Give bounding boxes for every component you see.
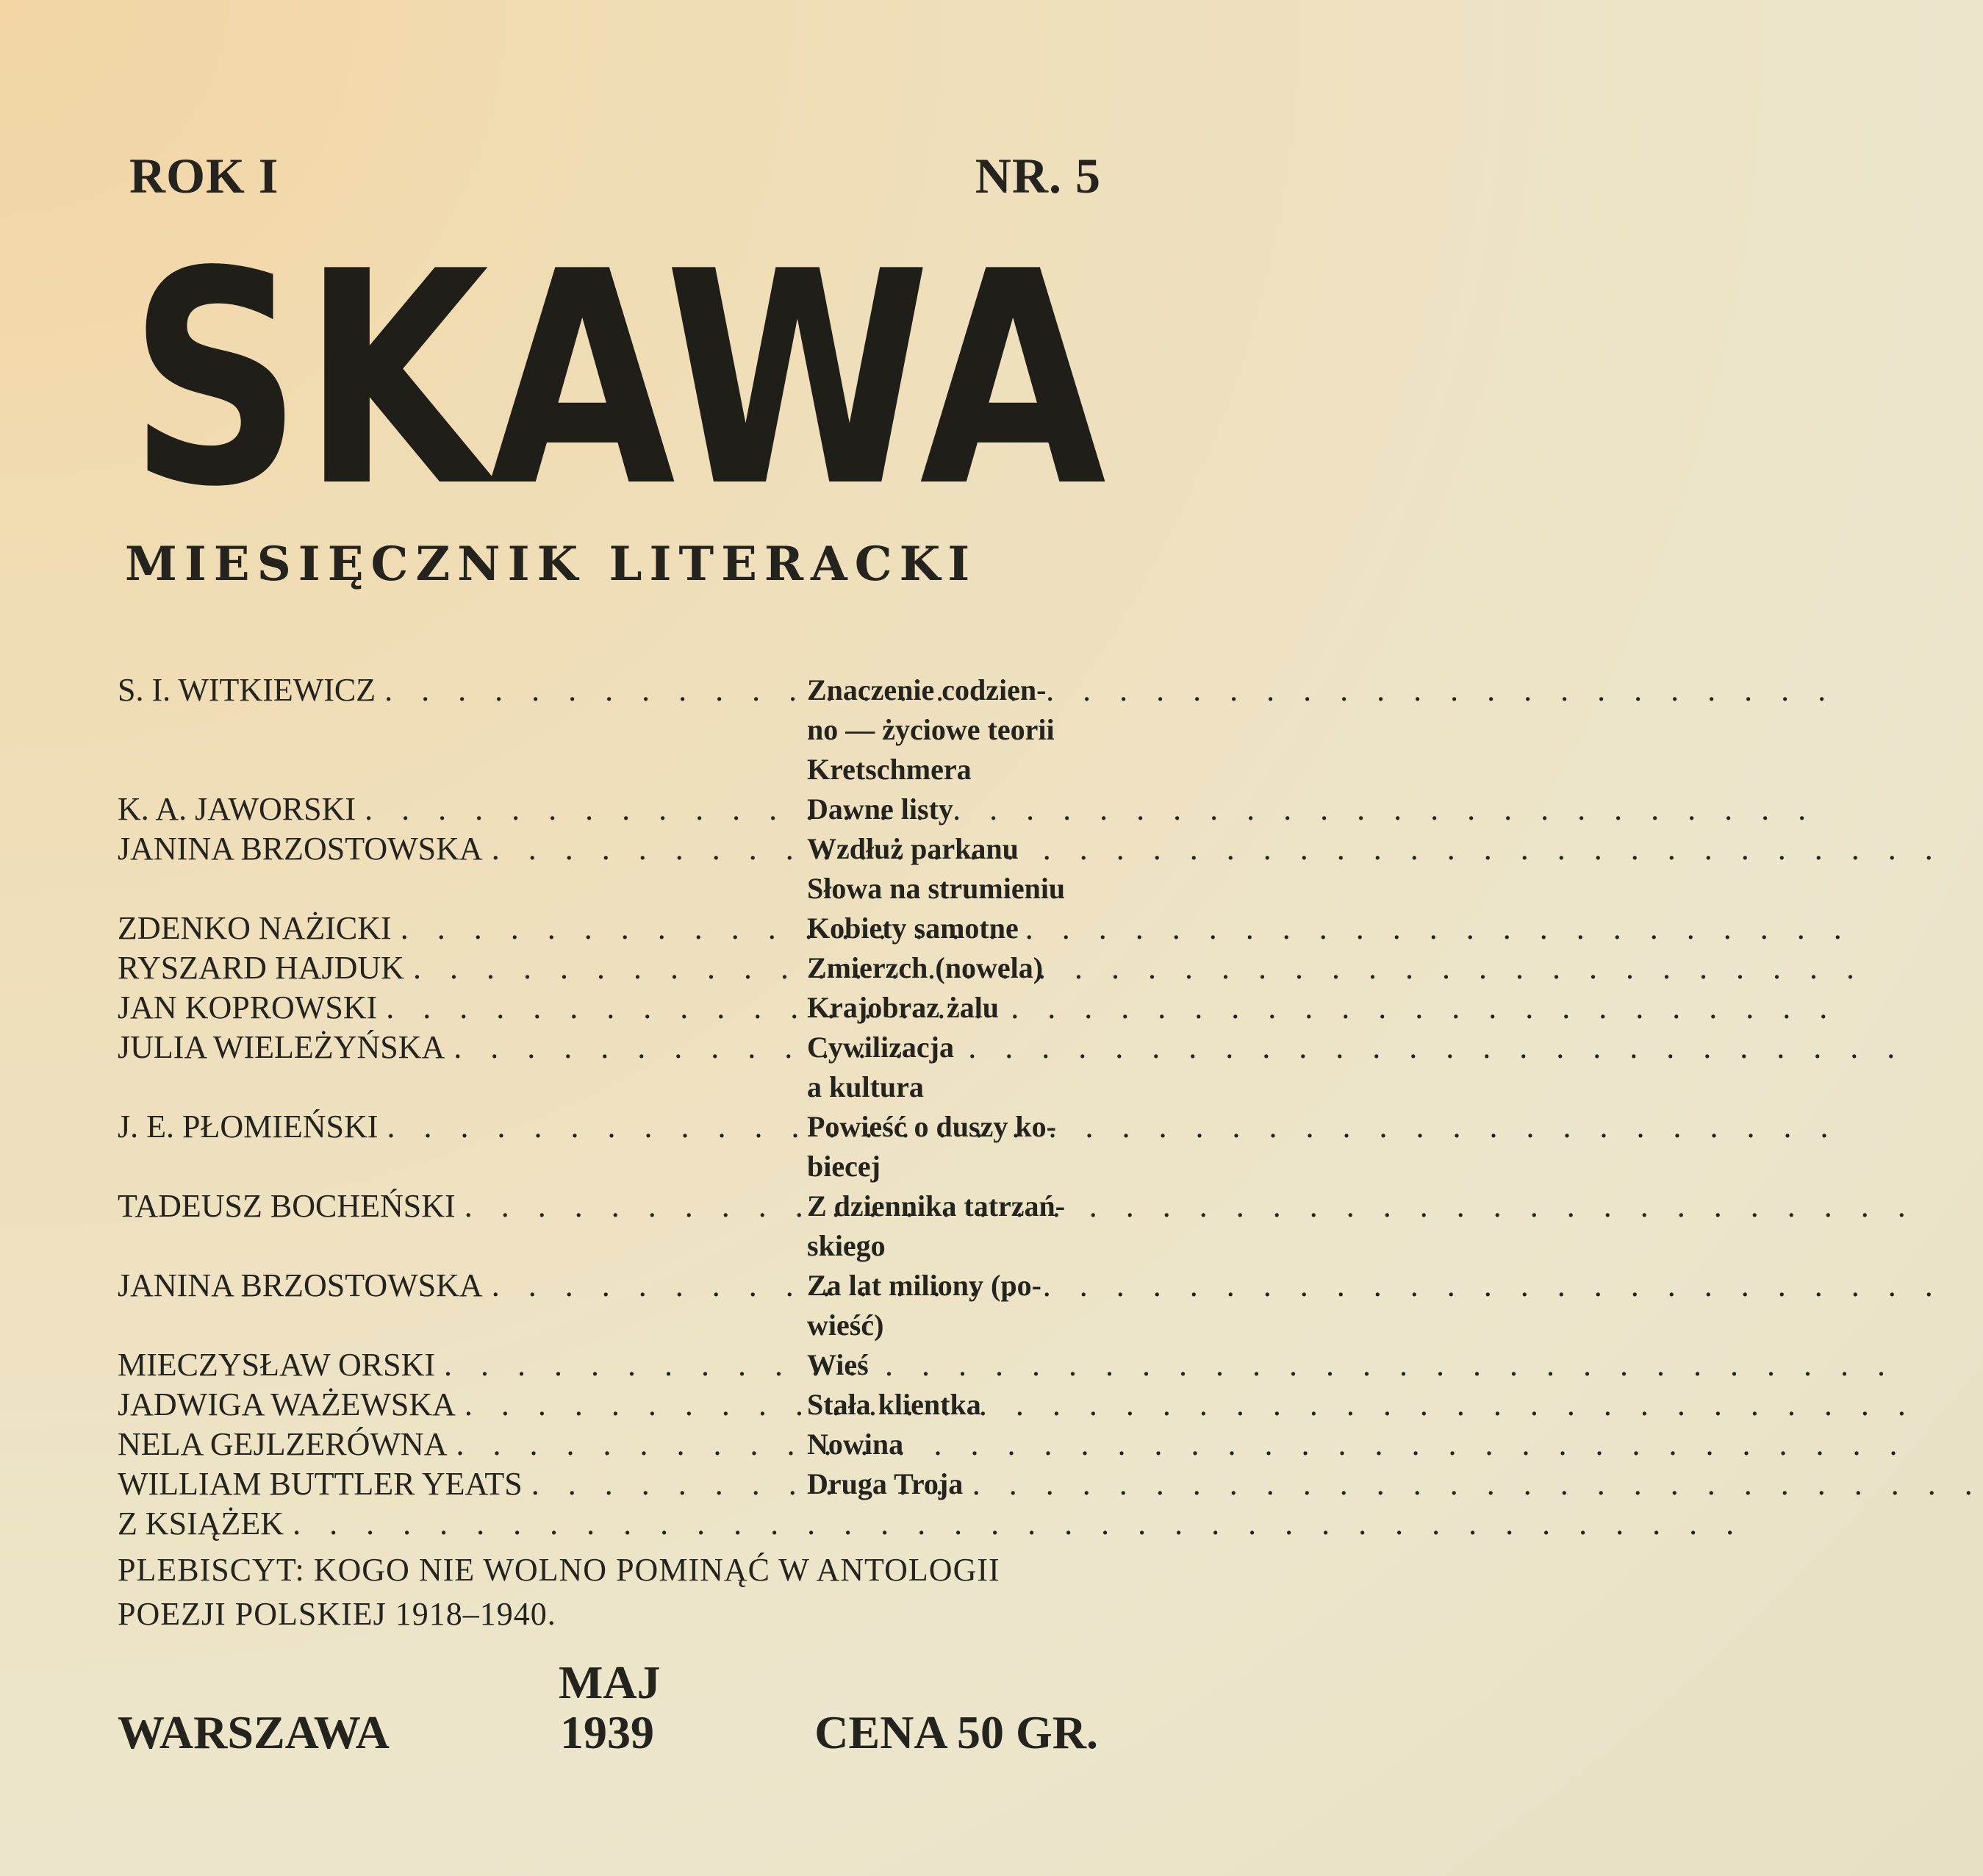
toc-author: JADWIGA WAŻEWSKA — [118, 1386, 456, 1422]
toc-title-line: Druga Troja — [807, 1467, 964, 1500]
toc-entry — [118, 1464, 1110, 1504]
toc-title-line: no — życiowe teorii — [807, 713, 1055, 746]
toc-author: JULIA WIELEŻYŃSKA — [118, 1029, 445, 1065]
toc-title-line: Nowina — [807, 1428, 904, 1461]
dot-leader — [456, 1385, 1916, 1425]
toc-title-line: Stała klientka — [807, 1388, 981, 1421]
toc-author: JAN KOPROWSKI — [118, 989, 378, 1025]
toc-title-line: Dawne listy — [807, 792, 953, 826]
toc-entry — [118, 1504, 1110, 1544]
toc-title-line: Słowa na strumieniu — [807, 872, 1066, 905]
volume-label: ROK I — [129, 148, 279, 204]
table-of-contents — [118, 670, 1110, 1636]
toc-title-line: skiego — [807, 1229, 886, 1262]
toc-title-line: Krajobraz żalu — [807, 991, 1000, 1024]
toc-title-line: Wieś — [807, 1348, 869, 1381]
toc-entry — [118, 1385, 1110, 1425]
toc-title-line: Za lat miliony (po- — [807, 1269, 1041, 1302]
toc-entry — [118, 1107, 1110, 1186]
toc-author: S. I. WITKIEWICZ — [118, 672, 376, 708]
masthead-logo — [125, 210, 1110, 551]
dot-leader — [483, 1266, 1943, 1345]
toc-title-line: Z dziennika tatrzań- — [807, 1189, 1066, 1222]
dot-leader — [448, 1425, 1908, 1464]
toc-title-line: Kretschmera — [807, 753, 972, 786]
toc-title-line: wieść) — [807, 1308, 884, 1342]
toc-entry — [118, 670, 1110, 790]
toc-author: K. A. JAWORSKI — [118, 791, 356, 827]
toc-title-line: biecej — [807, 1150, 881, 1183]
dot-leader — [445, 1028, 1905, 1107]
toc-entry — [118, 1345, 1110, 1385]
price: CENA 50 GR. — [814, 1706, 1098, 1758]
toc-author: JANINA BRZOSTOWSKA — [118, 831, 483, 867]
city: WARSZAWA — [118, 1706, 390, 1758]
dot-leader — [523, 1464, 1983, 1504]
toc-author: Z KSIĄŻEK — [118, 1506, 284, 1542]
toc-entry — [118, 1266, 1110, 1345]
toc-entry — [118, 829, 1110, 909]
toc-entry — [118, 948, 1110, 988]
toc-author: RYSZARD HAJDUK — [118, 950, 404, 986]
toc-entry — [118, 1028, 1110, 1107]
toc-author: WILLIAM BUTTLER YEATS — [118, 1466, 523, 1502]
toc-entry — [118, 790, 1110, 829]
toc-author: TADEUSZ BOCHEŃSKI — [118, 1188, 456, 1224]
toc-title-line: Kobiety samotne — [807, 912, 1019, 945]
issue-number: NR. 5 — [975, 148, 1101, 204]
toc-entry — [118, 909, 1110, 948]
toc-author: ZDENKO NAŻICKI — [118, 910, 392, 946]
toc-entry — [118, 988, 1110, 1028]
toc-title-line: Powieść o duszy ko- — [807, 1110, 1056, 1143]
toc-author: MIECZYSŁAW ORSKI — [118, 1347, 436, 1383]
month: MAJ — [559, 1656, 661, 1708]
toc-title-line: Cywilizacja — [807, 1031, 954, 1064]
dot-leader — [435, 1345, 1896, 1385]
dot-leader — [483, 829, 1943, 909]
toc-title-line: Znaczenie codzien- — [807, 673, 1047, 706]
svg-text:SKAWA: SKAWA — [129, 210, 1108, 551]
toc-author: JANINA BRZOSTOWSKA — [118, 1267, 483, 1303]
plebiscite-note: PLEBISCYT: KOGO NIE WOLNO POMINĄĆ W ANTOLOGII POEZJI POLSKIEJ 1918–1940. — [118, 1552, 1000, 1632]
dot-leader — [284, 1504, 719, 1544]
toc-author: J. E. PŁOMIEŃSKI — [118, 1109, 379, 1145]
toc-entry — [118, 1186, 1110, 1266]
dot-leader — [404, 948, 1865, 988]
toc-title-line: a kultura — [807, 1070, 924, 1103]
toc-author: NELA GEJLZERÓWNA — [118, 1426, 448, 1462]
toc-entry — [118, 1425, 1110, 1464]
toc-title-line: Wzdłuż parkanu — [807, 832, 1019, 865]
dot-leader — [392, 909, 1852, 948]
dot-leader — [456, 1186, 1916, 1266]
year: 1939 — [560, 1706, 654, 1758]
masthead-subtitle: MIESIĘCZNIK LITERACKI — [125, 537, 978, 592]
toc-title-line: Zmierzch (nowela) — [807, 951, 1044, 984]
